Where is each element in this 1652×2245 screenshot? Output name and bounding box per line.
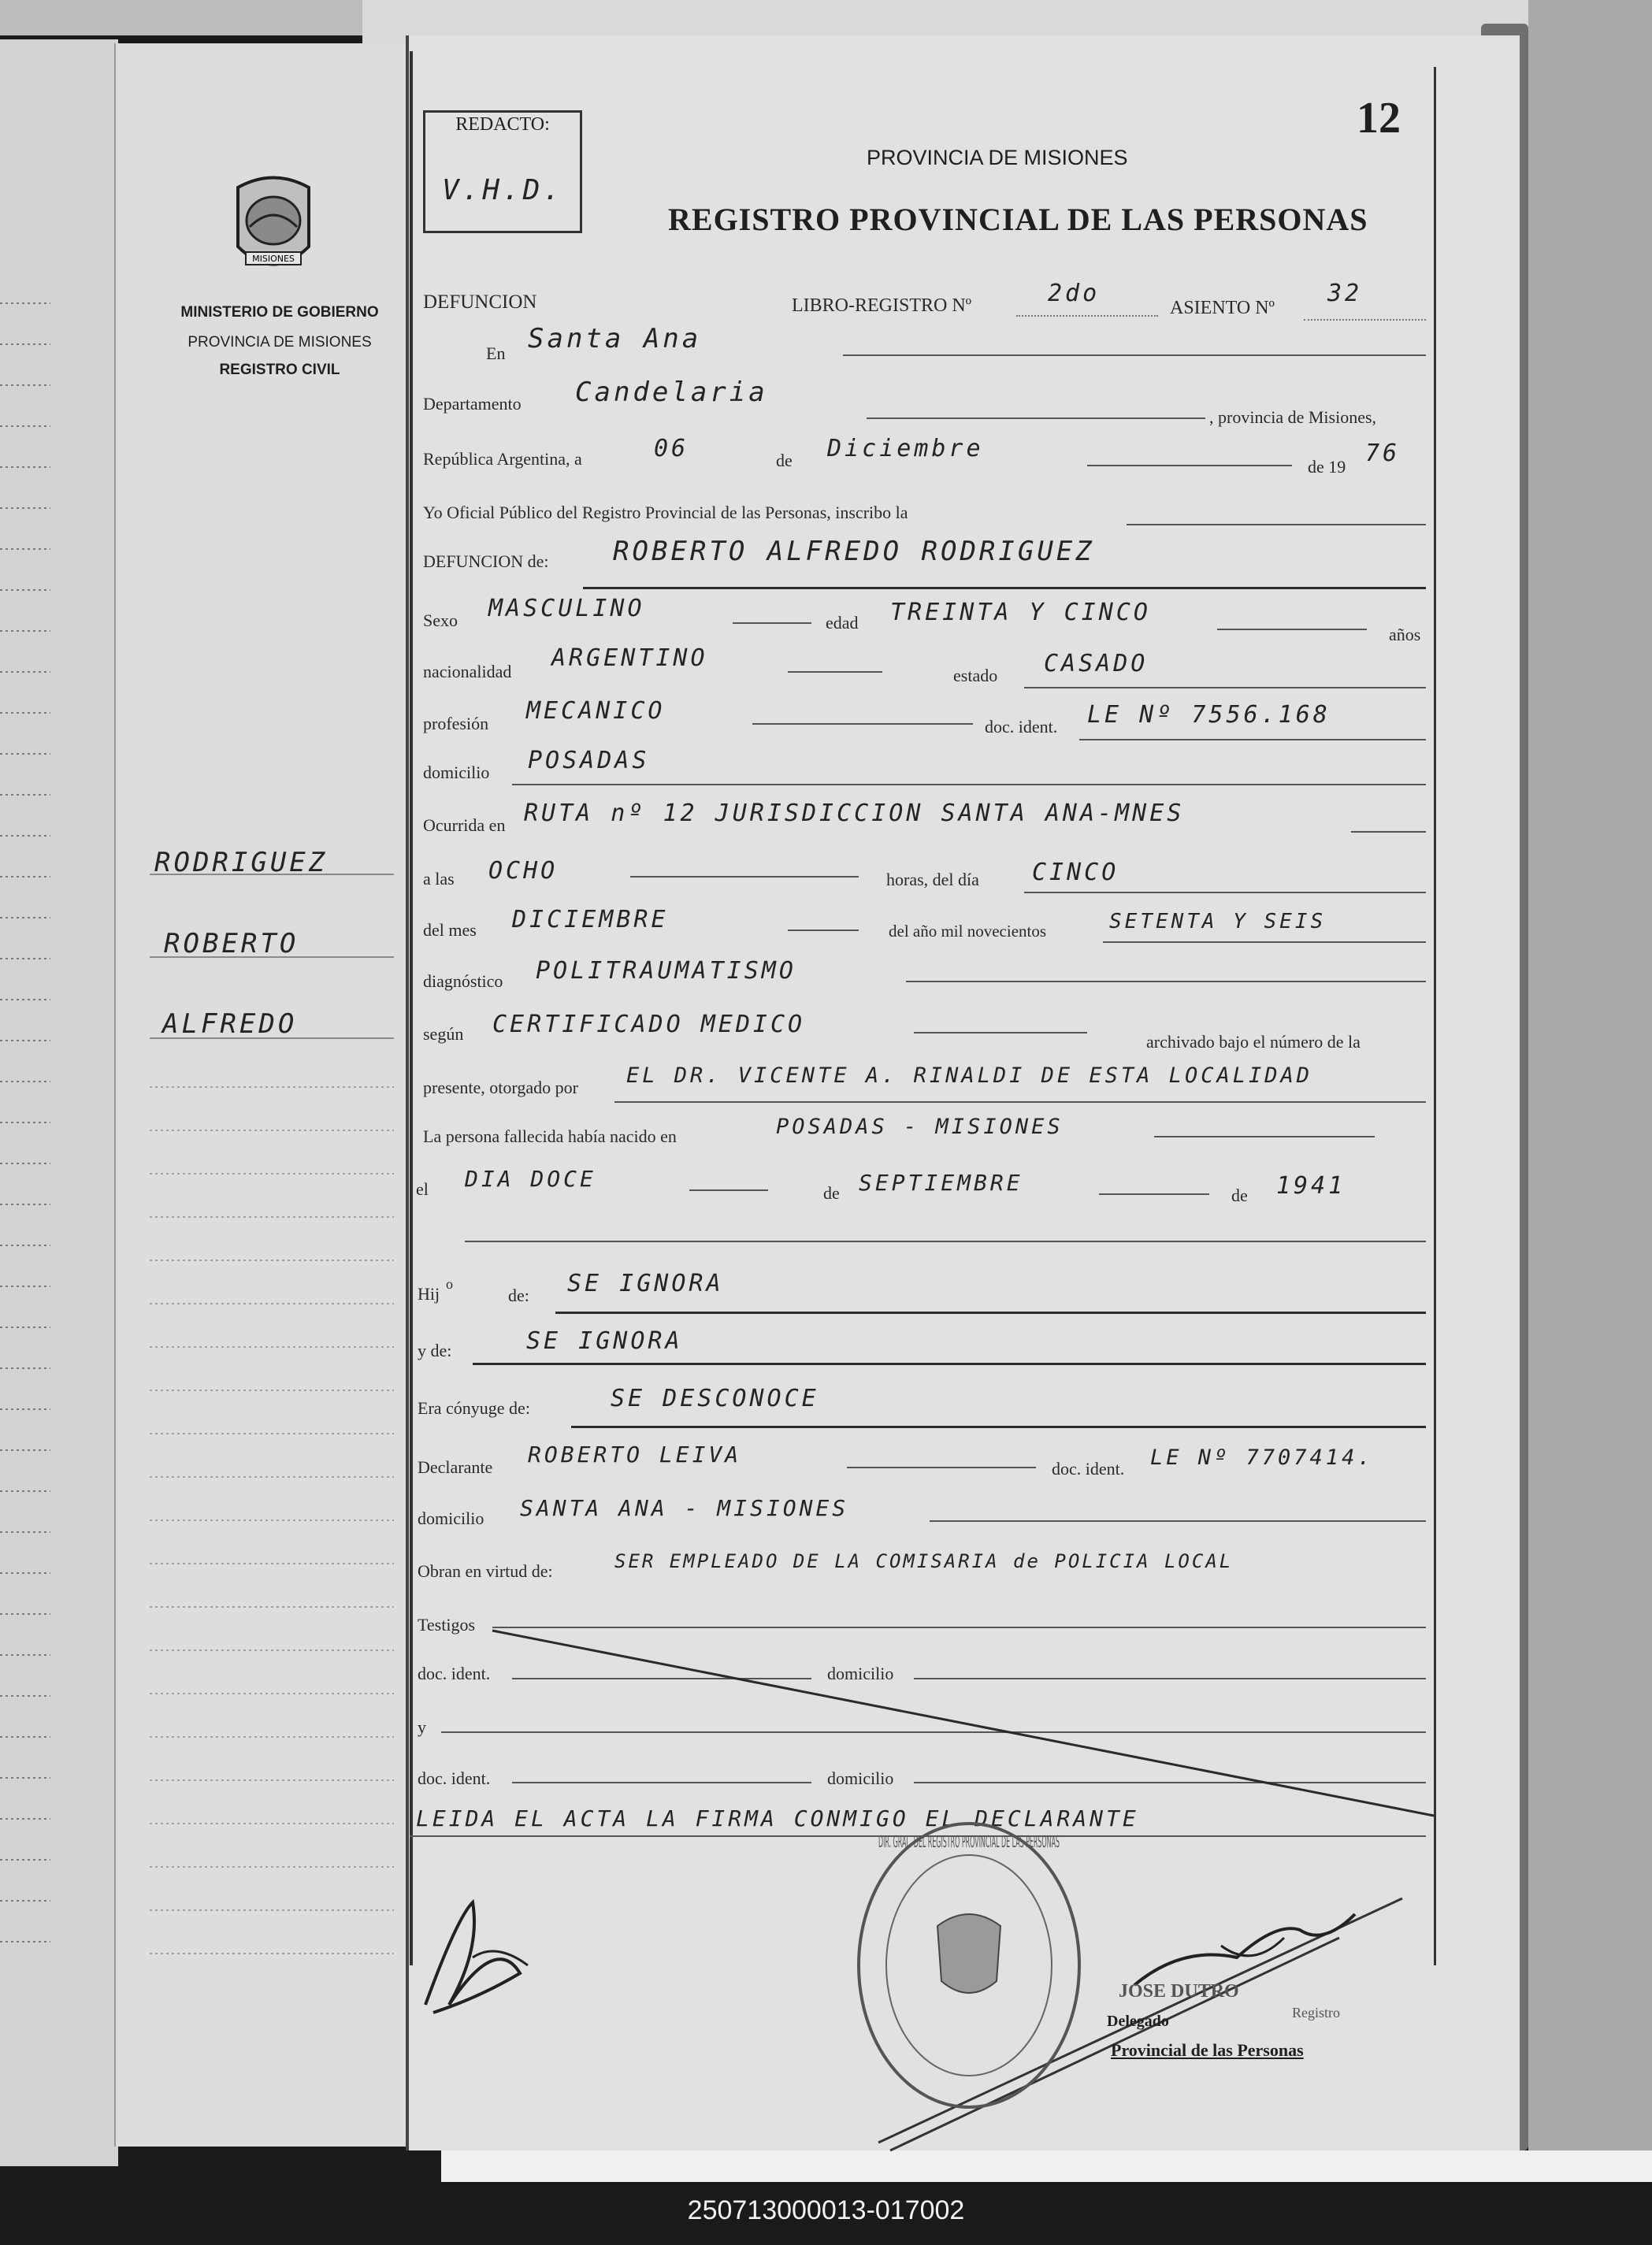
declarante-label: Declarante (418, 1457, 493, 1477)
de-label: de (776, 451, 793, 470)
yde-label: y de: (418, 1341, 452, 1360)
page-number: 12 (1357, 94, 1401, 143)
edad-label: edad (826, 613, 859, 633)
departamento-label: Departamento (423, 394, 522, 414)
domicilio-value: POSADAS (528, 747, 650, 774)
nacionalidad-value: ARGENTINO (551, 644, 708, 672)
testigo1-domicilio-label: domicilio (827, 1664, 894, 1683)
mother-value: SE IGNORA (526, 1327, 683, 1355)
delmes-label: del mes (423, 920, 477, 940)
estado-label: estado (953, 666, 998, 685)
libro-label: LIBRO-REGISTRO Nº (792, 295, 972, 316)
asiento-value: 32 (1327, 280, 1363, 307)
republica-label: República Argentina, a (423, 449, 582, 469)
closing-statement: LEIDA EL ACTA LA FIRMA CONMIGO EL DECLARANTE (416, 1805, 1139, 1831)
conyuge-label: Era cónyuge de: (418, 1398, 530, 1418)
alas-value: OCHO (488, 857, 559, 885)
anos-label: años (1389, 625, 1421, 644)
testigos-label: Testigos (418, 1615, 476, 1635)
libro-value: 2do (1048, 280, 1101, 307)
image-identifier: 250713000013-017002 (687, 2195, 965, 2225)
en-value: Santa Ana (528, 323, 702, 354)
alas-label: a las (423, 869, 455, 889)
sexo-value: MASCULINO (488, 595, 645, 622)
father-value: SE IGNORA (567, 1270, 724, 1297)
birth-de2-label: de (1231, 1186, 1248, 1205)
defuncion-de-label: DEFUNCION de: (423, 551, 549, 571)
stub-header-province: PROVINCIA DE MISIONES (187, 334, 372, 351)
stub-given-name-1: ROBERTO (164, 928, 299, 959)
delano-label: del año mil novecientos (889, 922, 1047, 941)
presente-value: EL DR. VICENTE A. RINALDI DE ESTA LOCALIDAD (626, 1063, 1312, 1088)
declarante-domicilio-value: SANTA ANA - MISIONES (520, 1495, 849, 1521)
declarante-doc-label: doc. ident. (1052, 1459, 1125, 1479)
horas-label: horas, del día (886, 870, 979, 889)
provincia-suffix: , provincia de Misiones, (1209, 407, 1377, 427)
registry-title: REGISTRO PROVINCIAL DE LAS PERSONAS (668, 202, 1368, 237)
date-month: Diciembre (827, 435, 984, 462)
nacido-value: POSADAS - MISIONES (776, 1115, 1064, 1139)
archivado-label: archivado bajo el número de la (1146, 1032, 1361, 1052)
testigo1-doc-label: doc. ident. (418, 1664, 491, 1683)
hijo-de-label: de: (508, 1286, 529, 1305)
stamp-text: DIR. GRAL. DEL REGISTRO PROVINCIAL DE LAS PERSONAS (878, 1832, 1060, 1851)
redacto-initials: V.H.D. (441, 174, 564, 206)
declarante-doc-value: LE Nº 7707414. (1150, 1445, 1374, 1470)
en-label: En (486, 343, 506, 363)
declarant-signature (402, 1887, 559, 2028)
cancel-strike-line (492, 1631, 1434, 1816)
diagnostico-label: diagnóstico (423, 971, 503, 991)
nacido-label: La persona fallecida había nacido en (423, 1126, 677, 1146)
stub-header-civil-registry: REGISTRO CIVIL (219, 362, 340, 378)
date-day: 06 (654, 435, 689, 462)
ano-value: SETENTA Y SEIS (1109, 910, 1327, 933)
hijo-label: Hij (418, 1284, 440, 1304)
testigo2-domicilio-label: domicilio (827, 1768, 894, 1788)
doc-ident-value: LE Nº 7556.168 (1087, 701, 1331, 729)
nacionalidad-label: nacionalidad (423, 662, 512, 681)
birth-year: 1941 (1276, 1172, 1346, 1200)
asiento-label: ASIENTO Nº (1170, 298, 1275, 318)
inscribo-text: Yo Oficial Público del Registro Provincial de las Personas, inscribo la (423, 503, 908, 522)
birth-day: DIA DOCE (465, 1166, 596, 1192)
svg-text:MISIONES: MISIONES (252, 254, 295, 264)
official-registry: Registro (1292, 2005, 1340, 2020)
segun-label: según (423, 1024, 464, 1044)
declarante-domicilio-label: domicilio (418, 1508, 484, 1528)
profesion-label: profesión (423, 714, 489, 733)
birth-de-label: de (823, 1183, 840, 1203)
redacto-label: REDACTO: (455, 114, 550, 135)
segun-value: CERTIFICADO MEDICO (492, 1011, 806, 1038)
diagnostico-value: POLITRAUMATISMO (536, 957, 796, 985)
conyuge-value: SE DESCONOCE (611, 1385, 819, 1412)
obran-label: Obran en virtud de: (418, 1561, 553, 1581)
ocurrida-label: Ocurrida en (423, 815, 506, 835)
domicilio-label: domicilio (423, 763, 490, 782)
stub-surname: RODRIGUEZ (154, 847, 329, 878)
stub-given-name-2: ALFREDO (162, 1008, 298, 1040)
act-type: DEFUNCION (423, 291, 537, 313)
sexo-label: Sexo (423, 610, 458, 630)
official-name: JOSE DUTRO (1119, 1981, 1239, 2002)
ocurrida-value: RUTA nº 12 JURISDICCION SANTA ANA-MNES (524, 800, 1185, 827)
previous-page-rulings (0, 303, 50, 1942)
dia-value: CINCO (1032, 859, 1119, 886)
date-year: 76 (1365, 440, 1401, 467)
obran-value: SER EMPLEADO DE LA COMISARIA de POLICIA LOCAL (614, 1550, 1234, 1572)
deceased-name: ROBERTO ALFREDO RODRIGUEZ (613, 536, 1095, 567)
testigo2-doc-label: doc. ident. (418, 1768, 491, 1788)
scan-footer (0, 2186, 1652, 2245)
declarante-value: ROBERTO LEIVA (528, 1442, 742, 1468)
el-label: el (416, 1179, 429, 1199)
province-title: PROVINCIA DE MISIONES (867, 146, 1128, 169)
stub-dotted-rulings (150, 1087, 394, 1954)
estado-value: CASADO (1044, 650, 1149, 677)
mes-value: DICIEMBRE (512, 906, 669, 933)
departamento-value: Candelaria (575, 377, 768, 408)
profesion-value: MECANICO (526, 697, 666, 725)
doc-ident-label: doc. ident. (985, 717, 1058, 737)
y-label: y (418, 1717, 426, 1737)
official-seal-stamp (851, 1816, 1087, 2115)
hijo-suffix: o (446, 1276, 453, 1292)
de19-label: de 19 (1308, 457, 1346, 477)
official-organization: Provincial de las Personas (1111, 2040, 1304, 2060)
stub-header-ministry: MINISTERIO DE GOBIERNO (180, 304, 379, 321)
stub-rulings (150, 874, 394, 1038)
official-title: Delegado (1107, 2013, 1169, 2030)
presente-label: presente, otorgado por (423, 1078, 578, 1097)
birth-month: SEPTIEMBRE (859, 1170, 1023, 1196)
edad-value: TREINTA Y CINCO (890, 599, 1151, 626)
